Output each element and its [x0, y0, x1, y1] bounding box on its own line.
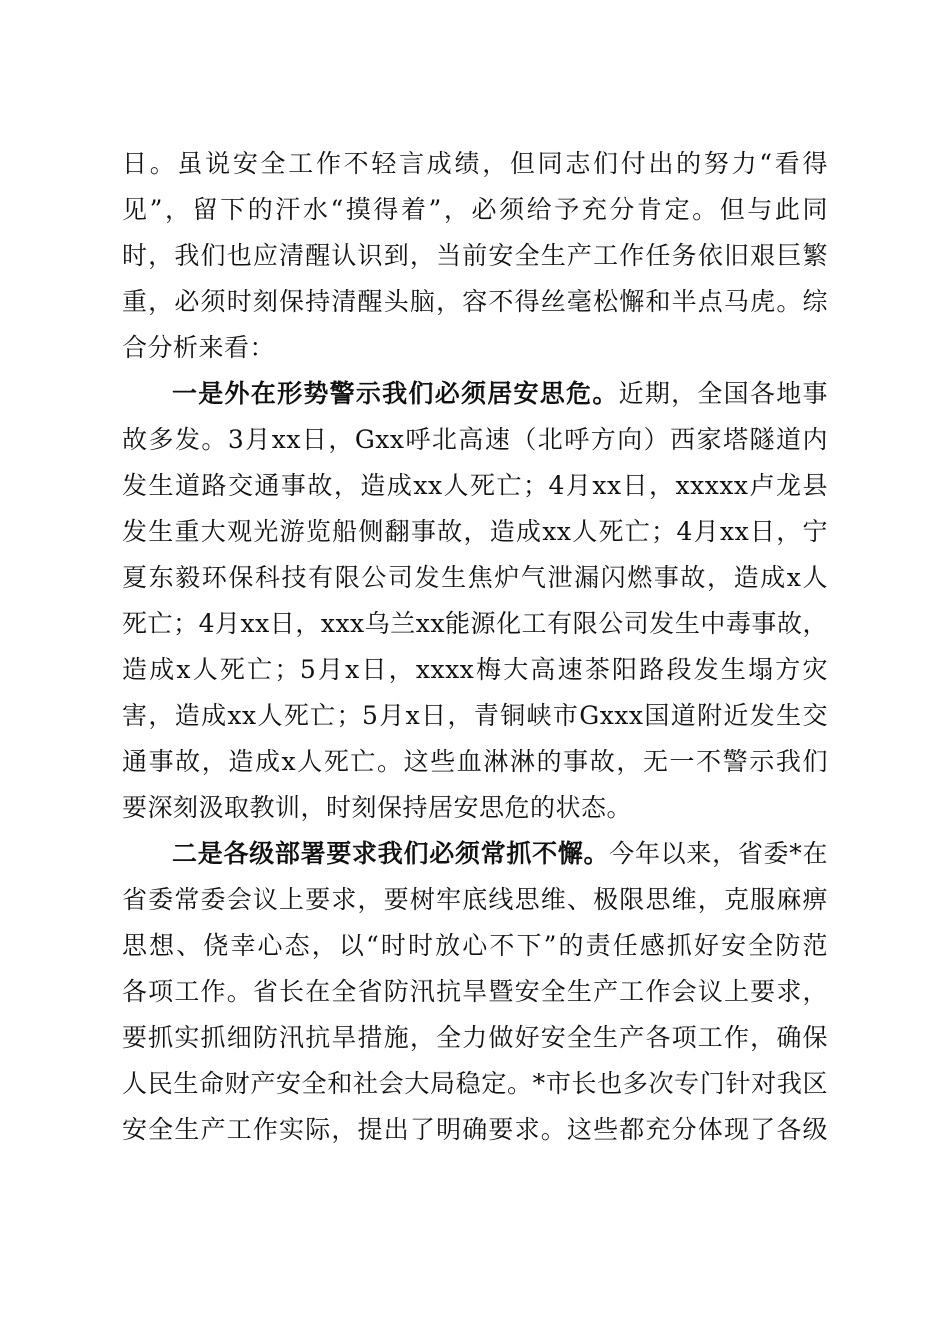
- text-line: 要深刻汲取教训，时刻保持居安思危的状态。: [122, 793, 633, 822]
- text-line: 见”，留下的汗水“摸得着”，必须给予充分肯定。但与此同: [122, 195, 828, 224]
- text-line: 发生重大观光游览船侧翻事故，造成xx人死亡；4月xx日，宁: [122, 517, 828, 546]
- text-line: 死亡；4月xx日，xxx乌兰xx能源化工有限公司发生中毒事故，: [122, 609, 828, 638]
- text-line: 人民生命财产安全和社会大局稳定。*市长也多次专门针对我区: [122, 1069, 828, 1098]
- text-line: 重，必须时刻保持清醒头脑，容不得丝毫松懈和半点马虎。综: [122, 287, 828, 316]
- text-line: 害，造成xx人死亡；5月x日，青铜峡市Gxxx国道附近发生交: [122, 701, 828, 730]
- text-line: 造成x人死亡；5月x日，xxxx梅大高速茶阳路段发生塌方灾: [122, 655, 828, 684]
- text-line: 省委常委会议上要求，要树牢底线思维、极限思维，克服麻痹: [122, 885, 828, 914]
- text-line: 各项工作。省长在全省防汛抗旱暨安全生产工作会议上要求，: [122, 977, 828, 1006]
- text-line: 发生道路交通事故，造成xx人死亡；4月xx日，xxxxx卢龙县: [122, 471, 828, 500]
- text-line: 故多发。3月xx日，Gxx呼北高速（北呼方向）西家塔隧道内: [122, 425, 828, 454]
- text-line: 思想、侥幸心态，以“时时放心不下”的责任感抓好安全防范: [122, 931, 828, 960]
- text-line: 日。虽说安全工作不轻言成绩，但同志们付出的努力“看得: [122, 149, 828, 178]
- text-line: 要抓实抓细防汛抗旱措施，全力做好安全生产各项工作，确保: [122, 1023, 828, 1052]
- text-line: 时，我们也应清醒认识到，当前安全生产工作任务依旧艰巨繁: [122, 241, 828, 270]
- paragraph-heading: 一是外在形势警示我们必须居安思危。: [172, 379, 619, 408]
- paragraph-heading: 二是各级部署要求我们必须常抓不懈。: [172, 839, 610, 868]
- text-line: 夏东毅环保科技有限公司发生焦炉气泄漏闪燃事故，造成x人: [122, 563, 828, 592]
- text-line: 合分析来看：: [122, 333, 276, 362]
- text-line: 安全生产工作实际，提出了明确要求。这些都充分体现了各级: [122, 1115, 828, 1144]
- paragraph-heading-line: 二是各级部署要求我们必须常抓不懈。今年以来，省委*在: [172, 839, 828, 868]
- paragraph-heading-line: 一是外在形势警示我们必须居安思危。近期，全国各地事: [172, 379, 828, 408]
- text-line: 通事故，造成x人死亡。这些血淋淋的事故，无一不警示我们: [122, 747, 828, 776]
